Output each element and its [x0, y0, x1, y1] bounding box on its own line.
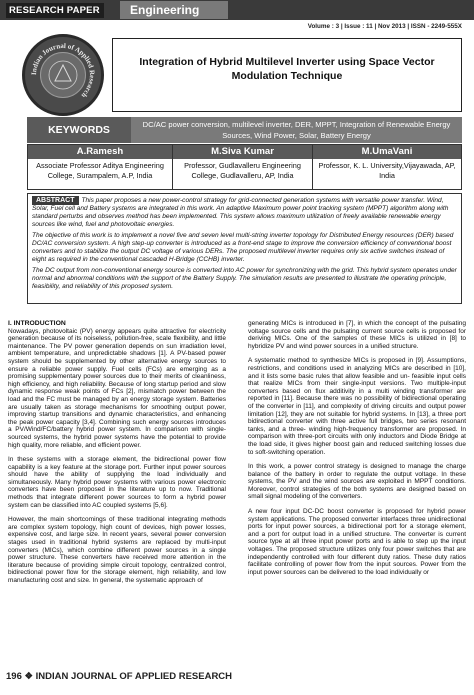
- keywords-label: KEYWORDS: [27, 117, 131, 143]
- authors-table: [27, 144, 462, 190]
- abstract-paragraph: [32, 196, 457, 229]
- author-column: [173, 145, 313, 189]
- body-column-left: [8, 320, 226, 592]
- body-paragraph: Nowadays, photovoltaic (PV) energy appears quite attractive for electricity generation because of its noiseless, pollution-free, scale flexibility, and little maintenance. The PV power generation depends on sun irradiation level, ambient temperature, and unpredictable shadows [1]. A PV-based power system should be supplemented by other alternative energy sources to ensure a reliable power supply. Fuel cells (FCs) are emerging as a promising supplementary power sources due to their merits of cleanliness, high efficiency, and high reliability. Because of long startup period and slow dynamic response weak points of FCs [2], mismatch power between the load and the FC must be managed by an energy storage system. Batteries are usually taken as storage mechanisms for smoothing output power, improving startup transitions and dynamic characteristics, and enhancing the peak power capacity [3,4]. Combining such energy sources introduces a PV/Wind/FC/battery hybrid power system. In comparison with single-sourced systems, the hybrid power systems have the potential to provide high quality, more reliable, and efficient power.: [8, 327, 226, 449]
- journal-seal-icon: [22, 34, 104, 116]
- abstract-text: This paper proposes a new power-control strategy for grid-connected generation systems with versatile power transfer. Wind, Solar, Fuel cell and Battery systems are integrated in this work. An adaptive Maximum power point tracking system (MPPT) algorithm along with standard perturbs and observes method has been implemented. This system allows maximum utilization of freely available renewable energy sources like wind, fuel and photovoltaic energies.: [32, 197, 449, 228]
- seal-text-ring: [25, 37, 101, 113]
- subject-tab: Engineering: [120, 1, 228, 19]
- journal-name: INDIAN JOURNAL OF APPLIED RESEARCH: [35, 671, 233, 682]
- footer-separator-icon: ❖: [24, 671, 34, 682]
- author-affiliation: Professor, Gudlavalleru Engineering College, Gudlavalleru, AP, India: [184, 161, 301, 180]
- author-name: M.UmaVani: [313, 145, 461, 159]
- author-name: A.Ramesh: [28, 145, 172, 159]
- author-column: [28, 145, 173, 189]
- author-column: [313, 145, 461, 189]
- page-number: 196: [6, 671, 22, 682]
- volume-info: Volume : 3 | Issue : 11 | Nov 2013 | ISSN - 2249-555X: [307, 23, 462, 30]
- abstract-box: [27, 193, 462, 304]
- abstract-paragraph: The objective of this work is to implement a novel five and seven level multi-string inverter topology for Distributed Energy resources (DER) based DC/AC conversion system. A high step-up converter is introduced as a front-end stage to improve the conversion efficiency of conventional boost converters and to stabilize the output DC voltage of various DERs. The proposed multilevel inverter requires only six active switches instead of eight as required in the conventional cascaded H-Bridge (CCHB) inverter.: [32, 232, 454, 263]
- body-paragraph: generating MICs is introduced in [7], in which the concept of the pulsating voltage source cells and the pulsating current source cells is proposed for deriving MICs. One of the samples of these MICs is utilized in [8] to hybridize PV and wind power sources in a unified structure.: [248, 320, 466, 350]
- body-paragraph: A new four input DC-DC boost converter is proposed for hybrid power system applications. The proposed converter interfaces three unidirectional ports for input power sources, a bidirectional port for a storage element, and a port for output load in a unified structure. The converter is current source type at all three input power ports and is able to step up the input voltages. The proposed structure utilizes only four power switches that are independently controlled with four different duty ratios. These duty ratios facilitate controlling of power flow from the input sources. Power from the input power sources can be delivered to the load individually or: [248, 508, 466, 576]
- body-paragraph: In these systems with a storage element, the bidirectional power flow capability is a key feature at the storage port. Further input power sources should have the ability of supplying the load individually and simultaneously. Many hybrid power systems with various power electronic converters have been proposed in the literature up to now. Traditional methods that integrate different power sources to form a hybrid power system can be classified into AC coupled systems [5,6].: [8, 456, 226, 509]
- author-name: M.Siva Kumar: [173, 145, 312, 159]
- author-affiliation: Associate Professor Aditya Engineering College, Surampalem, A.P, India: [36, 161, 164, 180]
- section-heading: I. INTRODUCTION: [8, 320, 66, 327]
- body-paragraph: However, the main shortcomings of these traditional integrating methods are complex system topology, high count of devices, high power losses, expensive cost, and large size. In recent years, several power conversion stages used in traditional hybrid systems are replaced by multi-input converters (MICs), which combine different power sources in a single power structure. These converters have received more attention in the literature because of providing simple circuit topology, centralized control, bidirectional power flow for the storage element, high reliability, and low manufacturing cost and size. In general, the systematic approach of: [8, 516, 226, 584]
- author-affiliation: Professor, K. L. University,Vijayawada, AP, India: [318, 161, 456, 180]
- paper-title-box: [112, 38, 462, 112]
- page-footer: [6, 671, 232, 682]
- abstract-paragraph: The DC output from non-conventional energy source is converted into AC power for synchronizing with the grid. This hybrid system operates under normal and abnormal conditions with the support of the Battery Supply. The simulation results are presented to illustrate the operating principle, feasibility, and reliability of this proposed system.: [32, 267, 457, 290]
- abstract-label: ABSTRACT: [32, 196, 79, 205]
- body-paragraph: In this work, a power control strategy is designed to manage the charge balance of the battery in order to regulate the output voltage. In these systems, the PV and the wind sources are exploited in MPPT conditions. Moreover, control strategies of the both systems are designed based on small signal modeling of the converters.: [248, 463, 466, 501]
- body-paragraph: A systematic method to synthesize MICs is proposed in [9]. Assumptions, restrictions, and conditions used in analyzing MICs are described in [10], and it lists some basic rules that allow feasible and un- feasible input cells that realize MICs from their single-input versions. Two multiple-input converters based on flux additivity in a multi winding transformer are reported in [11]. Because there was no possibility of bidirectional operating of the converter in [11], and complexity of driving circuits and output power limitation [12], they are not suitable for hybrid systems. In [13], a three port bidirectional converter with three active full bridges, two series resonant tanks, and a three- winding high-frequency transformer are proposed. In comparison with three-port circuits with only inductors and Diode Bridge at the load side, it gives higher boost gain and reduced switching losses due to soft-switching operation.: [248, 357, 466, 456]
- body-column-right: [248, 320, 466, 583]
- keywords-text: DC/AC power conversion, multilevel inverter, DER, MPPT, Integration of Renewable Energy Sources, Wind Power, Solar, Battery Energy: [131, 117, 462, 143]
- paper-title: Integration of Hybrid Multilevel Inverter using Space Vector Modulation Technique: [139, 56, 435, 82]
- svg-text:Indian Journal of Applied Rese: Indian Journal of Applied Research: [29, 41, 97, 100]
- research-paper-label: RESEARCH PAPER: [6, 3, 104, 18]
